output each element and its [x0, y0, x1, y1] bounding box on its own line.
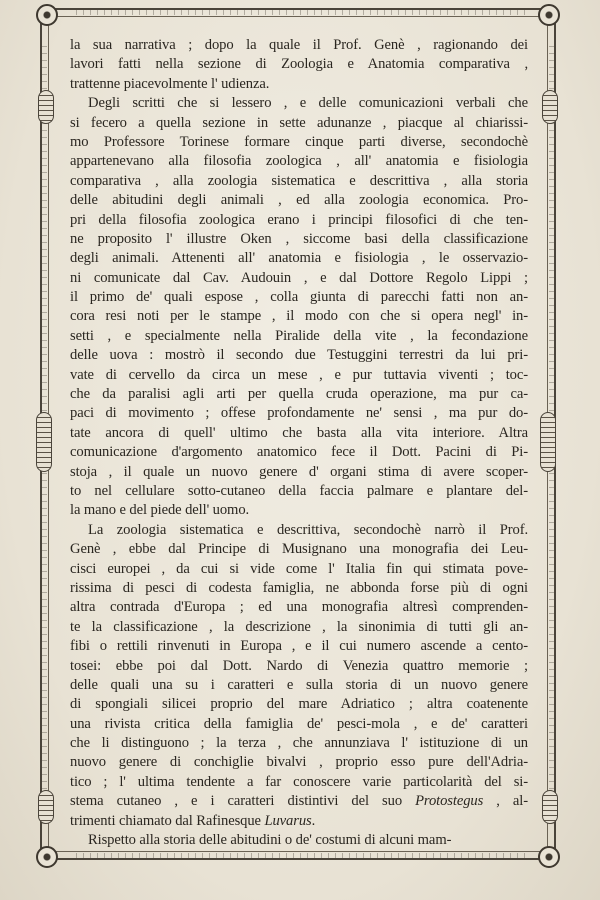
text-line: tosei: ebbe poi dal Dott. Nardo di Venezia quattro memorie ;	[70, 657, 528, 674]
text-line: pri della filosofia zoologica erano i principi filosofici di che ten-	[70, 211, 528, 228]
text-line: la mano e del piede dell' uomo.	[70, 502, 250, 519]
text-line: il primo de' quali espose , colla giunta di parecchi fatti non an-	[70, 289, 528, 306]
text-line: Genè , ebbe dal Principe di Musignano una monografia dei Leu-	[70, 541, 528, 558]
text-line: comparativa , alla zoologia sistematica e descrittiva , alla storia	[70, 172, 528, 189]
text-line: Rispetto alla storia delle abitudini o de' costumi di alcuni mam-	[88, 832, 452, 849]
text-line: che da paralisi agli arti per quella cruda operazione, ma pur ca-	[70, 386, 528, 403]
paragraph	[70, 521, 528, 831]
text-line: stoja , il quale un nuovo genere d' organi stima di avere scoper-	[70, 463, 528, 480]
paragraph	[70, 36, 528, 94]
corner-rosette-icon	[36, 846, 58, 868]
text-line: cora resi noti per le stampe , il modo con che si opera negl' in-	[70, 308, 528, 325]
text-line: stema cutaneo , e i caratteri distintivi del suo Protostegus , al-	[70, 793, 528, 810]
text-line: Degli scritti che si lessero , e delle comunicazioni verbali che	[88, 95, 528, 112]
side-ornament-icon	[542, 790, 558, 824]
side-ornament-icon	[542, 90, 558, 124]
text-line: cisci europei , da cui si vide come l' Italia fin qui stimata pove-	[70, 560, 528, 577]
side-ornament-icon	[38, 790, 54, 824]
text-line: trimenti chiamato dal Rafinesque Luvarus.	[70, 812, 316, 829]
text-line: vate di cervello da circa un mese , e pur tuttavia viventi ; toc-	[70, 366, 528, 383]
text-line: setti , e specialmente nella Piralide della vite , la fecondazione	[70, 327, 528, 344]
text-line: to nel cellulare sotto-cutaneo della faccia palmare e plantare del-	[70, 482, 528, 499]
text-line: appartenevano alla filosofia zoologica , all' anatomia e fisiologia	[70, 153, 528, 170]
text-line: lavori fatti nella sezione di Zoologia e Anatomia comparativa ,	[70, 56, 528, 73]
text-line: paci di movimento ; offese profondamente ne' sensi , ma pur do-	[70, 405, 528, 422]
corner-rosette-icon	[538, 4, 560, 26]
text-line: nuovo genere di conchiglie bivalvi , proprio esso pure dell'Adria-	[70, 754, 528, 771]
side-ornament-icon	[36, 412, 52, 472]
body-text	[70, 36, 528, 850]
text-line: delle abitudini degli animali , ed alla zoologia economica. Pro-	[70, 192, 528, 209]
text-line: te la classificazione , la descrizione , la sinonimia di tutti gli an-	[70, 618, 528, 635]
text-line: altra contrada d'Europa ; ed una monografia altresì comprenden-	[70, 599, 528, 616]
corner-rosette-icon	[538, 846, 560, 868]
paragraph	[70, 831, 528, 850]
corner-rosette-icon	[36, 4, 58, 26]
text-line: si fecero a quella sezione in sette adunanze , piacque al chiarissi-	[70, 114, 528, 131]
text-line: di spongiali silicei proprio del mare Adriatico ; altra coatenente	[70, 696, 528, 713]
side-ornament-icon	[540, 412, 556, 472]
text-line: fibi o rettili rinvenuti in Europa , e il cui numero ascende a cento-	[70, 638, 528, 655]
text-line: delle uova : mostrò il secondo due Testuggini terrestri da lui pri-	[70, 347, 528, 364]
text-line: delle quali una su i caratteri e sulla storia di un nuovo genere	[70, 676, 528, 693]
text-line: trattenne piacevolmente l' udienza.	[70, 75, 270, 92]
side-ornament-icon	[38, 90, 54, 124]
text-line: tate ancora di quell' ultimo che basta alla vita interiore. Altra	[70, 424, 528, 441]
text-line: una rivista critica della famiglia de' pesci-mola , e de' caratteri	[70, 715, 528, 732]
text-line: ne proposito l' illustre Oken , siccome basi della classificazione	[70, 230, 528, 247]
frame-border-top	[70, 10, 526, 15]
text-line: La zoologia sistematica e descrittiva, secondochè narrò il Prof.	[88, 521, 528, 538]
text-line: che li distinguono ; la terza , che annunziava l' istituzione di un	[70, 735, 528, 752]
paragraph	[70, 94, 528, 521]
text-line: la sua narrativa ; dopo la quale il Prof. Genè , ragionando dei	[70, 37, 528, 53]
frame-border-bottom	[70, 853, 526, 858]
text-line: tico ; l' ultima tendente a far conoscere varie particolarità del si-	[70, 773, 528, 790]
text-line: comunicazione d'argomento anatomico fece il Dott. Pacini di Pi-	[70, 444, 528, 461]
text-line: degli animali. Attenenti all' anatomia e fisiologia , le osservazio-	[70, 250, 528, 267]
text-line: ni comunicate dal Cav. Audouin , e dal Dottore Regolo Lippi ;	[70, 269, 528, 286]
text-line: rissima di pesci di codesta famiglia, ne abbonda forse più di ogni	[70, 579, 528, 596]
text-line: mo Professore Torinese formare cinque parti diverse, secondochè	[70, 133, 528, 150]
